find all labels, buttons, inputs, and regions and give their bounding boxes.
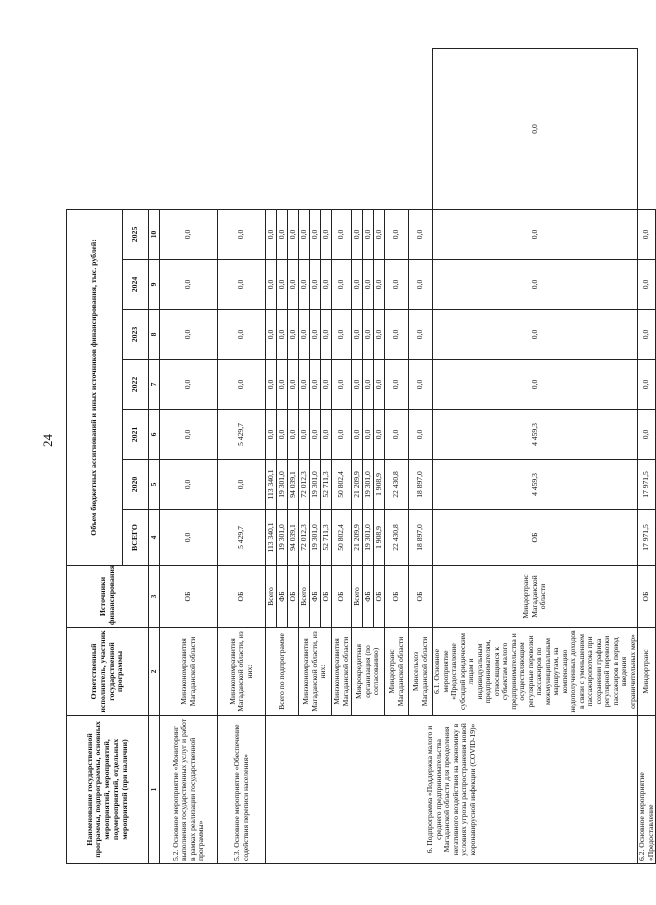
value-cell: 0,0 [433, 49, 638, 210]
column-number: 3 [149, 566, 160, 628]
value-cell: 0,0 [638, 209, 656, 259]
row-source: Всего [299, 566, 310, 628]
value-cell: 0,0 [218, 310, 266, 360]
column-number: 2 [149, 628, 160, 716]
value-cell: 0,0 [409, 410, 433, 460]
value-cell: 0,0 [266, 360, 277, 410]
table-row [218, 49, 266, 864]
row-executor: Минэкономразвития Магаданской области [160, 628, 218, 716]
value-cell: 19 301,0 [363, 510, 374, 566]
row-source: ОБ [288, 566, 299, 628]
value-cell: 0,0 [332, 410, 352, 460]
row-source: ОБ [160, 566, 218, 628]
row-source: ОБ [218, 566, 266, 628]
value-cell: 0,0 [321, 260, 332, 310]
value-cell: 0,0 [288, 209, 299, 259]
header-year: 2023 [123, 310, 149, 360]
value-cell: 0,0 [160, 360, 218, 410]
value-cell: 0,0 [218, 360, 266, 410]
value-cell: 19 301,0 [363, 460, 374, 510]
row-executor: Миндортранс Магаданской области [385, 628, 409, 716]
value-cell: 0,0 [385, 310, 409, 360]
row-source: ОБ [638, 566, 656, 628]
budget-table [66, 48, 656, 864]
column-number: 6 [149, 410, 160, 460]
header-year: 2025 [123, 209, 149, 259]
row-executor: Микрокредитная организация (по согласованию) [352, 628, 385, 716]
value-cell: 19 301,0 [277, 460, 288, 510]
value-cell: 0,0 [638, 410, 656, 460]
value-cell: 0,0 [374, 410, 385, 460]
value-cell: 0,0 [266, 410, 277, 460]
value-cell: 5 429,7 [218, 410, 266, 460]
value-cell: 0,0 [363, 410, 374, 460]
value-cell: 0,0 [321, 360, 332, 410]
value-cell: 0,0 [160, 510, 218, 566]
value-cell: 0,0 [332, 260, 352, 310]
value-cell: 0,0 [160, 460, 218, 510]
value-cell: 0,0 [310, 310, 321, 360]
value-cell: 0,0 [266, 260, 277, 310]
column-number: 9 [149, 260, 160, 310]
row-source: Всего [266, 566, 277, 628]
value-cell: 0,0 [409, 310, 433, 360]
value-cell: 0,0 [332, 209, 352, 259]
column-number: 4 [149, 510, 160, 566]
row-executor: Минсельхоз Магаданской области [409, 628, 433, 716]
value-cell: 0,0 [638, 360, 656, 410]
table-row [266, 49, 277, 864]
value-cell: 0,0 [310, 260, 321, 310]
value-cell: 72 012,3 [299, 460, 310, 510]
value-cell: 0,0 [310, 360, 321, 410]
value-cell: 0,0 [638, 260, 656, 310]
value-cell: 0,0 [363, 209, 374, 259]
value-cell: 19 301,0 [277, 510, 288, 566]
value-cell: 17 971,5 [638, 510, 656, 566]
value-cell: 4 459,3 [433, 460, 638, 510]
value-cell: 72 012,3 [299, 510, 310, 566]
value-cell: 0,0 [321, 209, 332, 259]
value-cell: 52 711,3 [321, 510, 332, 566]
table-row [160, 49, 218, 864]
value-cell: 0,0 [160, 260, 218, 310]
value-cell: 0,0 [299, 410, 310, 460]
row-executor: Минэкономразвития Магаданской области [332, 628, 352, 716]
value-cell: 0,0 [288, 260, 299, 310]
header-source: Источники финансирования [67, 566, 149, 628]
value-cell: 0,0 [352, 410, 363, 460]
header-year: 2022 [123, 360, 149, 410]
value-cell: 0,0 [160, 410, 218, 460]
value-cell: 0,0 [218, 260, 266, 310]
value-cell: 0,0 [299, 260, 310, 310]
row-source: ФБ [277, 566, 288, 628]
value-cell: 0,0 [218, 460, 266, 510]
value-cell: 0,0 [332, 360, 352, 410]
value-cell: 0,0 [374, 310, 385, 360]
row-source: ОБ [321, 566, 332, 628]
row-source: ФБ [310, 566, 321, 628]
value-cell: 19 301,0 [310, 460, 321, 510]
row-source: ОБ [374, 566, 385, 628]
value-cell: 50 802,4 [332, 460, 352, 510]
row-source: ОБ [332, 566, 352, 628]
row-source: Всего [352, 566, 363, 628]
value-cell: 0,0 [277, 410, 288, 460]
value-cell: 0,0 [385, 260, 409, 310]
header-total: ВСЕГО [123, 510, 149, 566]
header-budget: Объем бюджетных ассигнований и иных источников финансирования, тыс. рублей: [67, 209, 123, 565]
value-cell: 0,0 [433, 360, 638, 410]
column-number: 1 [149, 716, 160, 864]
value-cell: 0,0 [433, 310, 638, 360]
value-cell: 1 908,9 [374, 510, 385, 566]
value-cell: 0,0 [363, 310, 374, 360]
value-cell: 21 209,9 [352, 460, 363, 510]
value-cell: 0,0 [363, 360, 374, 410]
value-cell: 0,0 [277, 209, 288, 259]
value-cell: 5 429,7 [218, 510, 266, 566]
value-cell: 0,0 [299, 209, 310, 259]
value-cell: 0,0 [288, 310, 299, 360]
value-cell: 19 301,0 [310, 510, 321, 566]
header-year: 2024 [123, 260, 149, 310]
value-cell: 0,0 [266, 209, 277, 259]
value-cell: 0,0 [638, 310, 656, 360]
value-cell: 0,0 [266, 310, 277, 360]
column-number: 8 [149, 310, 160, 360]
row-executor: Миндортранс [638, 628, 656, 716]
value-cell: 0,0 [409, 360, 433, 410]
value-cell: 94 039,1 [288, 510, 299, 566]
row-executor: Всего по подпрограмме [266, 628, 299, 716]
header-year: 2021 [123, 410, 149, 460]
value-cell: 0,0 [321, 410, 332, 460]
value-cell: 0,0 [332, 310, 352, 360]
value-cell: 0,0 [352, 260, 363, 310]
value-cell: 0,0 [385, 209, 409, 259]
column-number-row [149, 49, 160, 864]
row-source: ОБ [433, 510, 638, 566]
value-cell: 0,0 [363, 260, 374, 310]
column-number: 5 [149, 460, 160, 510]
value-cell: 52 711,3 [321, 460, 332, 510]
value-cell: 22 430,8 [385, 510, 409, 566]
value-cell: 0,0 [409, 260, 433, 310]
row-source: ФБ [363, 566, 374, 628]
column-number: 10 [149, 209, 160, 259]
value-cell: 0,0 [310, 209, 321, 259]
value-cell: 0,0 [433, 260, 638, 310]
value-cell: 113 340,1 [266, 510, 277, 566]
column-number: 7 [149, 360, 160, 410]
value-cell: 18 897,0 [409, 460, 433, 510]
value-cell: 0,0 [160, 209, 218, 259]
row-executor: Минэкономразвития Магаданской области, из них: [218, 628, 266, 716]
value-cell: 50 802,4 [332, 510, 352, 566]
value-cell: 0,0 [277, 360, 288, 410]
value-cell: 22 430,8 [385, 460, 409, 510]
header-executor: Ответственный исполнитель, участник государственной программы [67, 628, 149, 716]
rotated-table-wrapper [66, 48, 655, 864]
value-cell: 0,0 [299, 360, 310, 410]
page-number: 24 [40, 434, 55, 447]
value-cell: 94 039,1 [288, 460, 299, 510]
value-cell: 0,0 [288, 360, 299, 410]
value-cell: 0,0 [352, 209, 363, 259]
value-cell: 0,0 [385, 360, 409, 410]
row-name: 5.2. Основное мероприятие «Мониторинг выполнения государственных услуг и работ в рамках реализации государственной программы» [160, 716, 218, 864]
row-name: 6.2. Основное мероприятие «Предоставление [638, 716, 656, 864]
value-cell: 0,0 [277, 310, 288, 360]
value-cell: 0,0 [409, 209, 433, 259]
value-cell: 0,0 [299, 310, 310, 360]
value-cell: 113 340,1 [266, 460, 277, 510]
value-cell: 18 897,0 [409, 510, 433, 566]
value-cell: 4 459,3 [433, 410, 638, 460]
row-source: ОБ [385, 566, 409, 628]
value-cell: 0,0 [321, 310, 332, 360]
row-executor: Минэкономразвития Магаданской области, из них: [299, 628, 332, 716]
value-cell: 0,0 [310, 410, 321, 460]
row-name: 6.1. Основное мероприятие «Предоставление субсидий юридическим лицам и индивидуальным предпринимателям, относящимся к субъектам малого предпринимательства и осуществляющим регулярные перевозки пассажиров по межмуниципальным маршрутам, на компенсацию недополученных доходов в связи с уменьшением пассажиропотока при сохранении графика регулярной перевозки пассажиров в период введения ограничительных мер» [433, 628, 638, 716]
value-cell: 0,0 [160, 310, 218, 360]
row-name: 6. Подпрограмма «Поддержка малого и среднего предпринимательства Магаданской области для преодоления негативного воздействия на экономику в условиях угрозы распространения новой коронавирусной инфекции (COVID-19)» [266, 716, 638, 864]
header-name: Наименование государственной программы, подпрограммы, основных мероприятий, мероприятий, подмероприятий, отдельных мероприятий (при наличии) [67, 716, 149, 864]
row-source: ОБ [409, 566, 433, 628]
value-cell: 0,0 [352, 360, 363, 410]
table-row [638, 49, 656, 864]
value-cell: 0,0 [374, 209, 385, 259]
value-cell: 0,0 [433, 209, 638, 259]
row-executor: Миндортранс Магаданской области [433, 566, 638, 628]
value-cell: 17 971,5 [638, 460, 656, 510]
value-cell: 0,0 [277, 260, 288, 310]
row-name: 5.3. Основное мероприятие «Обеспечение содействия переписи населения» [218, 716, 266, 864]
value-cell: 0,0 [352, 310, 363, 360]
header-year: 2020 [123, 460, 149, 510]
value-cell: 21 209,9 [352, 510, 363, 566]
value-cell: 0,0 [374, 260, 385, 310]
value-cell: 1 908,9 [374, 460, 385, 510]
value-cell: 0,0 [288, 410, 299, 460]
value-cell: 0,0 [385, 410, 409, 460]
value-cell: 0,0 [218, 209, 266, 259]
value-cell: 0,0 [374, 360, 385, 410]
